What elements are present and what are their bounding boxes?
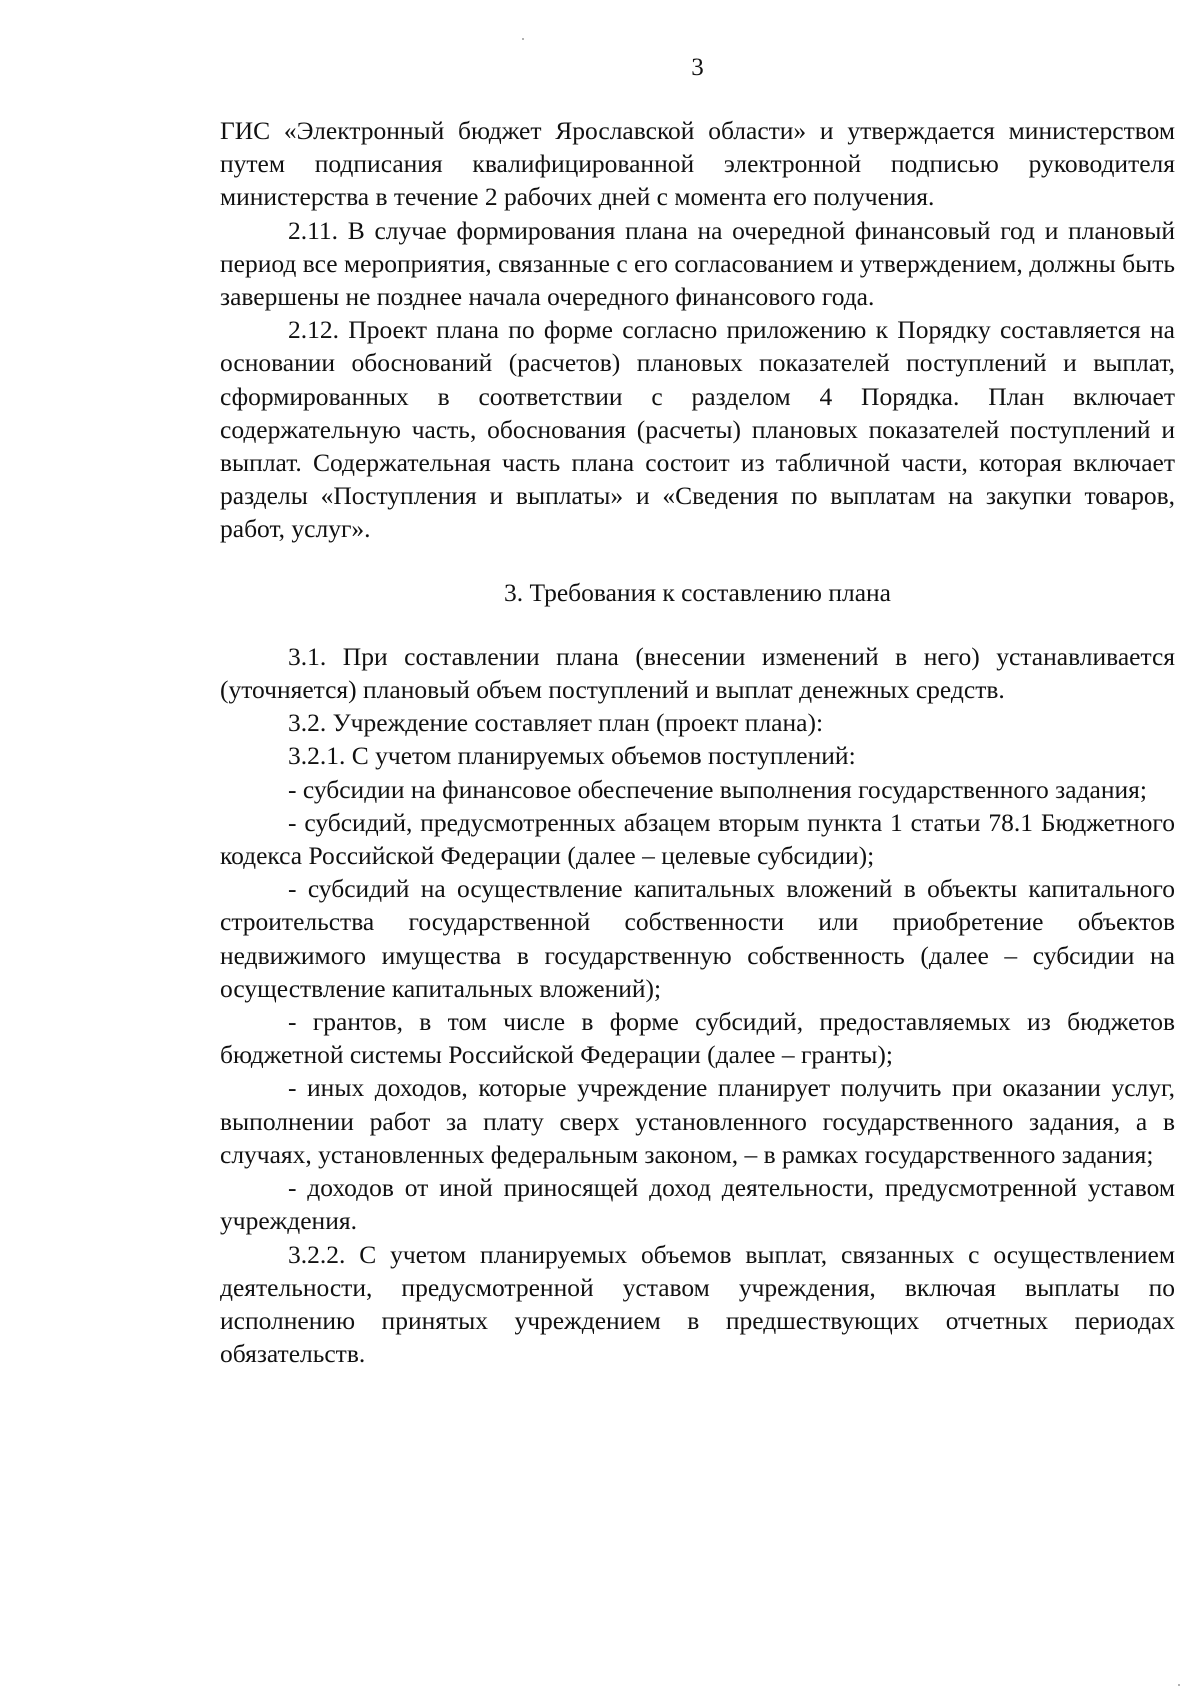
- paragraph-3-2-2: 3.2.2. С учетом планируемых объемов выплат, связанных с осуществлением деятельности, предусмотренной уставом учреждения, включая выплаты по исполнению принятых учреждением в предшествующих отчетных периодах обязательств.: [220, 1239, 1175, 1369]
- paragraph-3-2: 3.2. Учреждение составляет план (проект плана):: [288, 708, 824, 738]
- scan-speck: [1178, 1684, 1180, 1686]
- scan-speck: [522, 38, 524, 40]
- paragraph-2-12: 2.12. Проект плана по форме согласно приложению к Порядку составляется на основании обоснований (расчетов) плановых показателей поступлений и выплат, сформированных в соответствии с разделом 4 Порядка. План включает содержательную часть, обоснования (расчеты) плановых показателей поступлений и выплат. Содержательная часть плана состоит из табличной части, которая включает разделы «Поступления и выплаты» и «Сведения по выплатам на закупки товаров, работ, услуг».: [220, 315, 1175, 544]
- paragraph-3-2-1: 3.2.1. С учетом планируемых объемов поступлений:: [288, 741, 856, 771]
- paragraph-continuation: ГИС «Электронный бюджет Ярославской области» и утверждается министерством путем подписания квалифицированной электронной подписью руководителя министерства в течение 2 рабочих дней с момента его получения.: [220, 116, 1175, 212]
- list-item: - иных доходов, которые учреждение планирует получить при оказании услуг, выполнении работ за плату сверх установленного государственного задания, а в случаях, установленных федеральным законом, – в рамках государственного задания;: [220, 1073, 1175, 1169]
- list-item: - субсидий, предусмотренных абзацем вторым пункта 1 статьи 78.1 Бюджетного кодекса Российской Федерации (далее – целевые субсидии);: [220, 807, 1175, 871]
- list-item: - доходов от иной приносящей доход деятельности, предусмотренной уставом учреждения.: [220, 1173, 1175, 1236]
- paragraph-3-1: 3.1. При составлении плана (внесении изменений в него) устанавливается (уточняется) плановый объем поступлений и выплат денежных средств.: [220, 641, 1175, 705]
- list-item: - субсидии на финансовое обеспечение выполнения государственного задания;: [288, 774, 1147, 804]
- paragraph-2-11: 2.11. В случае формирования плана на очередной финансовый год и плановый период все мероприятия, связанные с его согласованием и утверждением, должны быть завершены не позднее начала очередного финансового года.: [220, 215, 1175, 312]
- document-body: [220, 114, 1175, 1370]
- section-heading: 3. Требования к составлению плана: [504, 577, 891, 607]
- list-item: - грантов, в том числе в форме субсидий, предоставляемых из бюджетов бюджетной системы Российской Федерации (далее – гранты);: [220, 1007, 1175, 1070]
- page-number: 3: [691, 54, 704, 81]
- list-item: - субсидий на осуществление капитальных вложений в объекты капитального строительства государственной собственности или приобретение объектов недвижимого имущества в государственную собственность (далее – субсидии на осуществление капитальных вложений);: [220, 874, 1175, 1003]
